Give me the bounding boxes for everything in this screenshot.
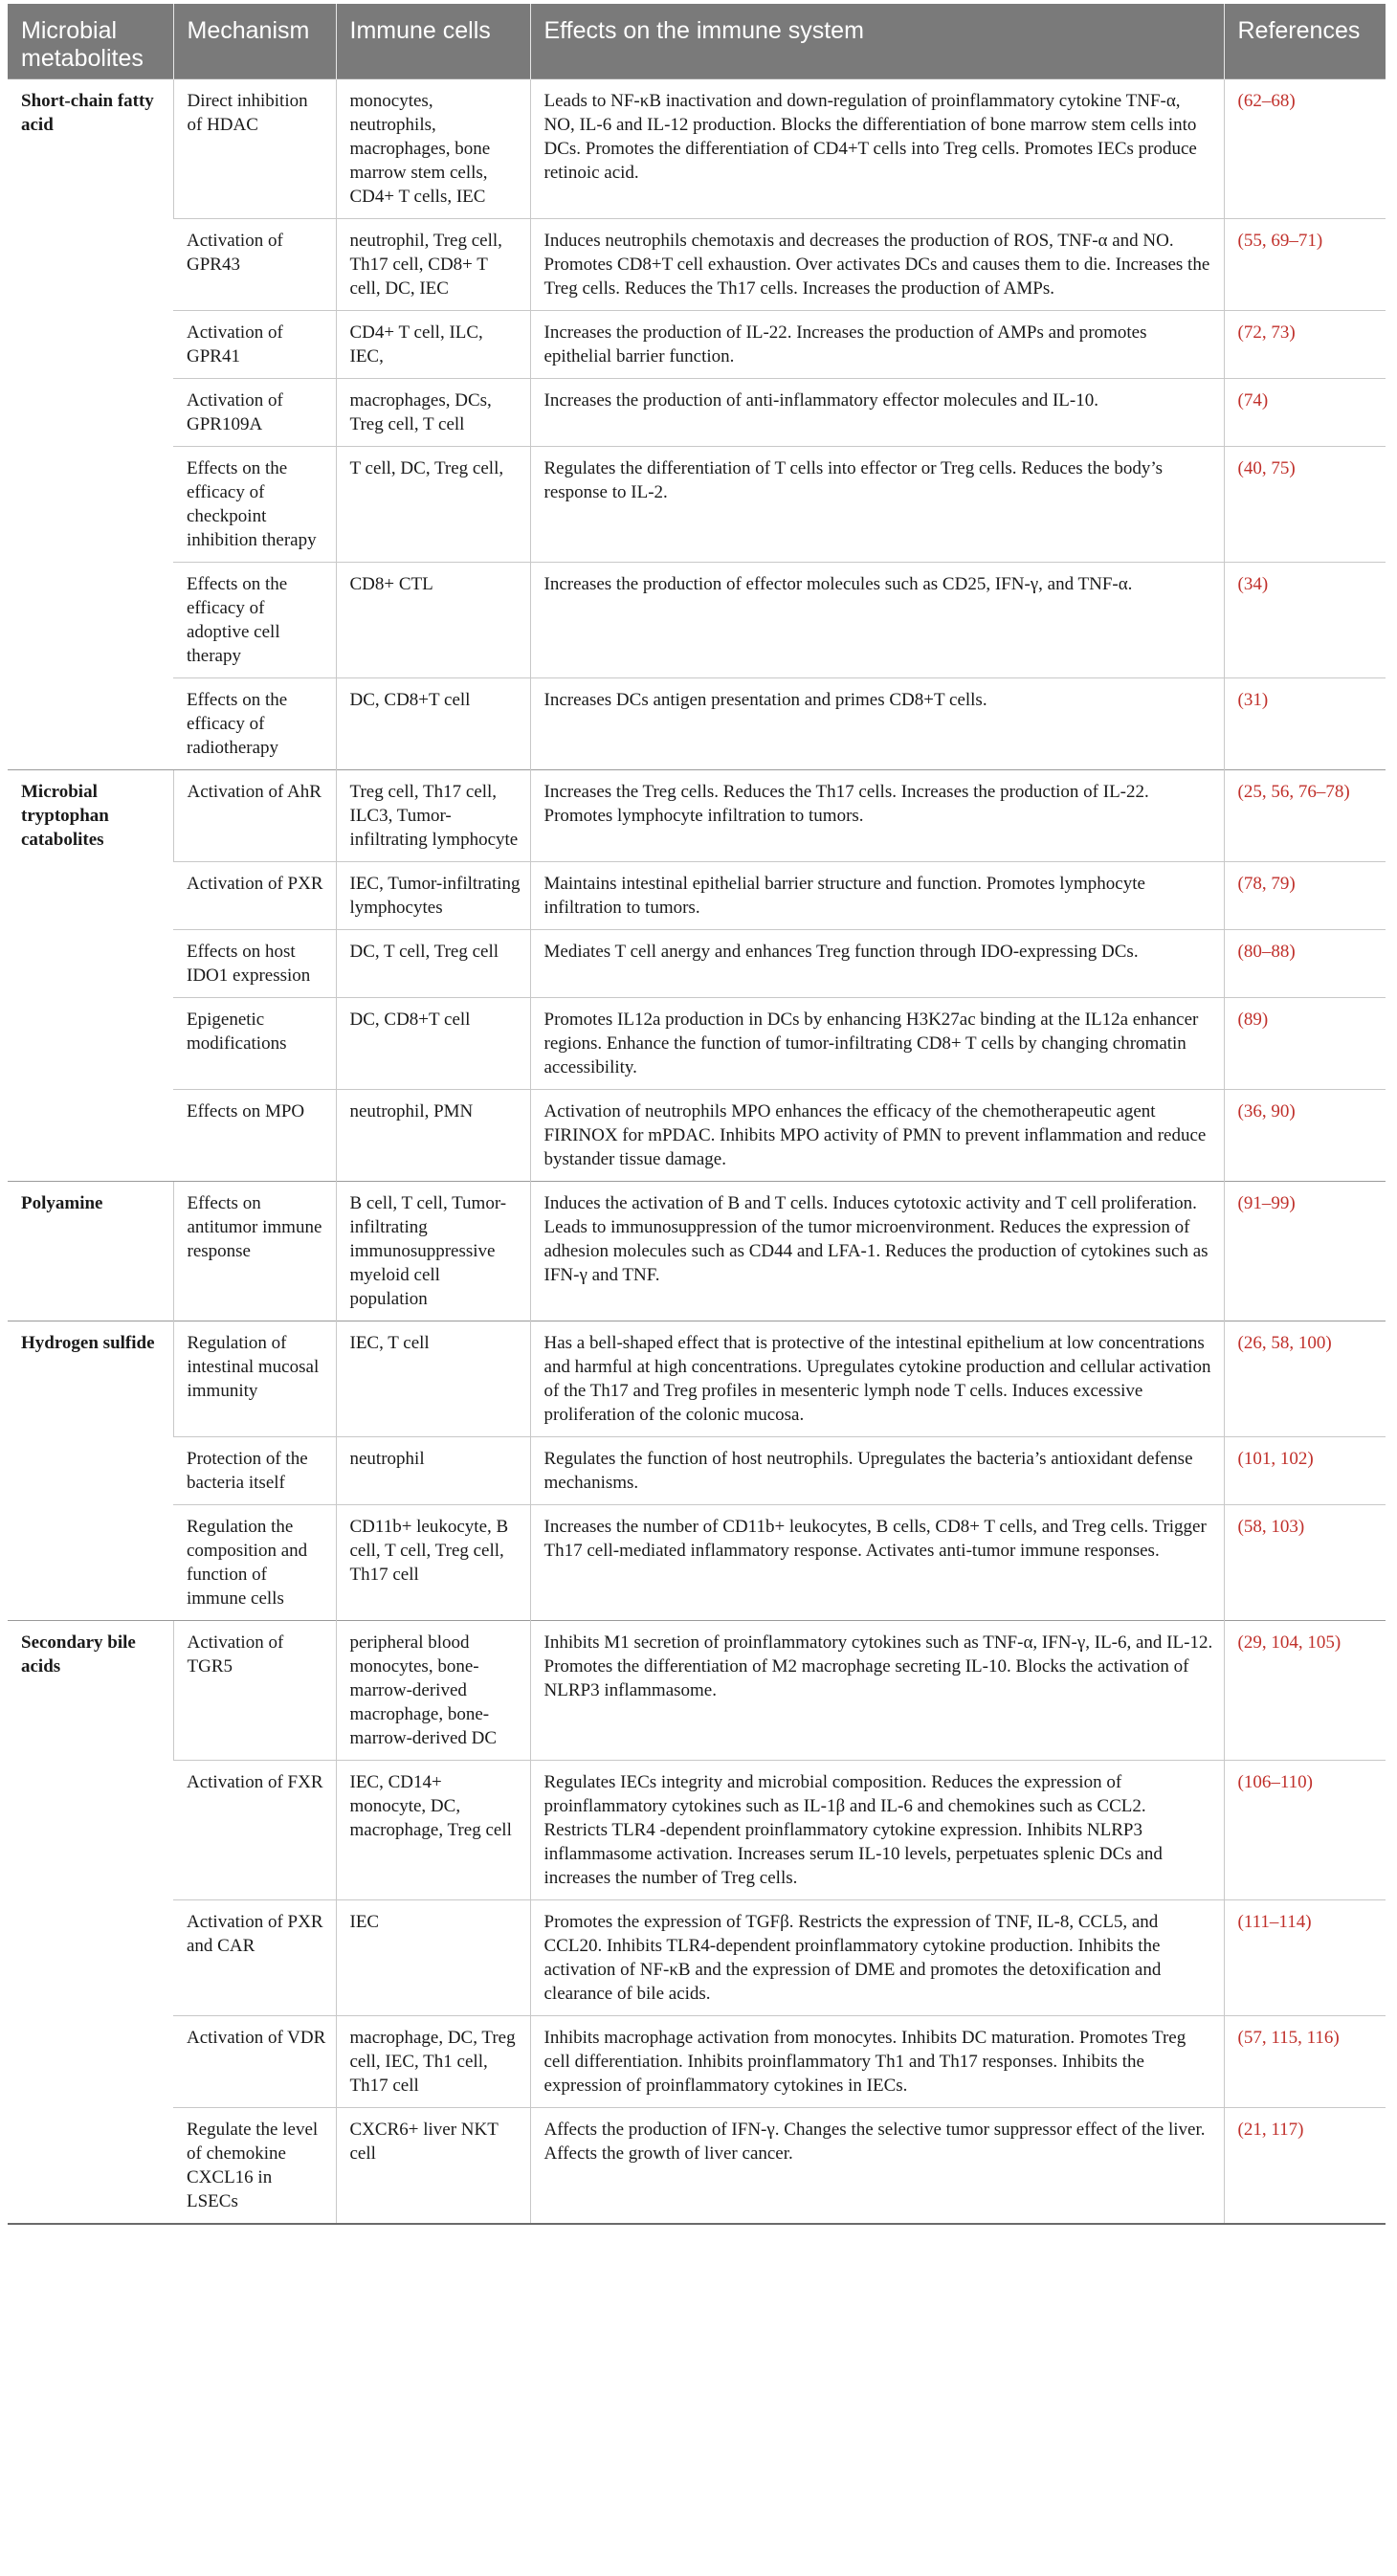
immune-cells-cell: IEC, CD14+ monocyte, DC, macrophage, Treg cell bbox=[336, 1761, 530, 1900]
references-cell[interactable]: (31) bbox=[1224, 678, 1386, 770]
immune-cells-cell: DC, CD8+T cell bbox=[336, 678, 530, 770]
header-references: References bbox=[1224, 4, 1386, 79]
mechanism-cell: Activation of TGR5 bbox=[173, 1621, 336, 1761]
immune-cells-cell: T cell, DC, Treg cell, bbox=[336, 447, 530, 563]
immune-cells-cell: IEC bbox=[336, 1900, 530, 2016]
effects-cell: Increases the production of effector molecules such as CD25, IFN-γ, and TNF-α. bbox=[530, 563, 1224, 678]
immune-cells-cell: CD4+ T cell, ILC, IEC, bbox=[336, 311, 530, 379]
immune-cells-cell: B cell, T cell, Tumor-infiltrating immunosuppressive myeloid cell population bbox=[336, 1182, 530, 1321]
effects-cell: Induces the activation of B and T cells. Induces cytotoxic activity and T cell proliferation. Leads to immunosuppression of the tumor microenvironment. Reduces the expression of adhesion molecules such as CD44 and LFA-1. Reduces the production of cytokines such as IFN-γ and TNF. bbox=[530, 1182, 1224, 1321]
mechanism-cell: Effects on host IDO1 expression bbox=[173, 930, 336, 998]
effects-cell: Regulates IECs integrity and microbial composition. Reduces the expression of proinflammatory cytokines such as IL-1β and IL-6 and chemokines such as CCL2. Restricts TLR4 -dependent proinflammatory cytokine expression. Inhibits NLRP3 inflammasome activation. Increases serum IL-10 levels, perpetuates splenic DCs and increases the number of Treg cells. bbox=[530, 1761, 1224, 1900]
table-row bbox=[8, 1505, 1386, 1621]
references-cell[interactable]: (25, 56, 76–78) bbox=[1224, 770, 1386, 862]
mechanism-cell: Activation of GPR43 bbox=[173, 219, 336, 311]
effects-cell: Leads to NF-κB inactivation and down-regulation of proinflammatory cytokine TNF-α, NO, IL-6 and IL-12 production. Blocks the differentiation of bone marrow stem cells into DCs. Promotes the differentiation of CD4+T cells into Treg cells. Promotes IECs produce retinoic acid. bbox=[530, 79, 1224, 219]
references-cell[interactable]: (58, 103) bbox=[1224, 1505, 1386, 1621]
table-row bbox=[8, 1621, 1386, 1761]
references-cell[interactable]: (91–99) bbox=[1224, 1182, 1386, 1321]
effects-cell: Promotes the expression of TGFβ. Restricts the expression of TNF, IL-8, CCL5, and CCL20. Inhibits TLR4-dependent proinflammatory cytokine production. Inhibits the activation of NF-κB and the expression of DME and promotes the detoxification and clearance of bile acids. bbox=[530, 1900, 1224, 2016]
references-cell[interactable]: (36, 90) bbox=[1224, 1090, 1386, 1182]
table-row bbox=[8, 2016, 1386, 2108]
effects-cell: Increases the number of CD11b+ leukocytes, B cells, CD8+ T cells, and Treg cells. Trigger Th17 cell-mediated inflammatory response. Activates anti-tumor immune responses. bbox=[530, 1505, 1224, 1621]
immune-cells-cell: macrophage, DC, Treg cell, IEC, Th1 cell, Th17 cell bbox=[336, 2016, 530, 2108]
metabolite-group-name: Polyamine bbox=[8, 1182, 173, 1321]
references-cell[interactable]: (80–88) bbox=[1224, 930, 1386, 998]
immune-cells-cell: DC, CD8+T cell bbox=[336, 998, 530, 1090]
immune-cells-cell: IEC, T cell bbox=[336, 1321, 530, 1437]
table-row bbox=[8, 1182, 1386, 1321]
table-container bbox=[8, 4, 1386, 2225]
references-cell[interactable]: (74) bbox=[1224, 379, 1386, 447]
table-row bbox=[8, 1761, 1386, 1900]
metabolite-group-name: Short-chain fatty acid bbox=[8, 79, 173, 770]
metabolite-group-name: Hydrogen sulfide bbox=[8, 1321, 173, 1621]
immune-cells-cell: Treg cell, Th17 cell, ILC3, Tumor-infiltrating lymphocyte bbox=[336, 770, 530, 862]
metabolite-group-name: Microbial tryptophan catabolites bbox=[8, 770, 173, 1182]
immune-cells-cell: CD8+ CTL bbox=[336, 563, 530, 678]
table-row bbox=[8, 862, 1386, 930]
header-mechanism: Mechanism bbox=[173, 4, 336, 79]
table-row bbox=[8, 447, 1386, 563]
immune-cells-cell: macrophages, DCs, Treg cell, T cell bbox=[336, 379, 530, 447]
effects-cell: Increases the Treg cells. Reduces the Th17 cells. Increases the production of IL-22. Promotes lymphocyte infiltration to tumors. bbox=[530, 770, 1224, 862]
table-row bbox=[8, 1437, 1386, 1505]
mechanism-cell: Effects on the efficacy of checkpoint inhibition therapy bbox=[173, 447, 336, 563]
mechanism-cell: Direct inhibition of HDAC bbox=[173, 79, 336, 219]
effects-cell: Maintains intestinal epithelial barrier structure and function. Promotes lymphocyte infiltration to tumors. bbox=[530, 862, 1224, 930]
references-cell[interactable]: (29, 104, 105) bbox=[1224, 1621, 1386, 1761]
table-header bbox=[8, 4, 1386, 79]
table-row bbox=[8, 770, 1386, 862]
immune-cells-cell: IEC, Tumor-infiltrating lymphocytes bbox=[336, 862, 530, 930]
table-row bbox=[8, 2108, 1386, 2225]
references-cell[interactable]: (78, 79) bbox=[1224, 862, 1386, 930]
immune-cells-cell: peripheral blood monocytes, bone-marrow-derived macrophage, bone-marrow-derived DC bbox=[336, 1621, 530, 1761]
effects-cell: Increases DCs antigen presentation and primes CD8+T cells. bbox=[530, 678, 1224, 770]
effects-cell: Increases the production of IL-22. Increases the production of AMPs and promotes epithelial barrier function. bbox=[530, 311, 1224, 379]
references-cell[interactable]: (55, 69–71) bbox=[1224, 219, 1386, 311]
effects-cell: Regulates the differentiation of T cells into effector or Treg cells. Reduces the body’s response to IL-2. bbox=[530, 447, 1224, 563]
effects-cell: Activation of neutrophils MPO enhances the efficacy of the chemotherapeutic agent FIRINOX for mPDAC. Inhibits MPO activity of PMN to prevent inflammation and reduce bystander tissue damage. bbox=[530, 1090, 1224, 1182]
references-cell[interactable]: (34) bbox=[1224, 563, 1386, 678]
effects-cell: Promotes IL12a production in DCs by enhancing H3K27ac binding at the IL12a enhancer regions. Enhance the function of tumor-infiltrating CD8+ T cells by changing chromatin accessibility. bbox=[530, 998, 1224, 1090]
immune-cells-cell: neutrophil, PMN bbox=[336, 1090, 530, 1182]
table-row bbox=[8, 311, 1386, 379]
table-row bbox=[8, 930, 1386, 998]
header-immune-cells: Immune cells bbox=[336, 4, 530, 79]
mechanism-cell: Activation of VDR bbox=[173, 2016, 336, 2108]
references-cell[interactable]: (40, 75) bbox=[1224, 447, 1386, 563]
references-cell[interactable]: (106–110) bbox=[1224, 1761, 1386, 1900]
mechanism-cell: Activation of GPR109A bbox=[173, 379, 336, 447]
mechanism-cell: Activation of FXR bbox=[173, 1761, 336, 1900]
references-cell[interactable]: (21, 117) bbox=[1224, 2108, 1386, 2225]
metabolites-table bbox=[8, 4, 1386, 2225]
effects-cell: Increases the production of anti-inflammatory effector molecules and IL-10. bbox=[530, 379, 1224, 447]
table-row bbox=[8, 563, 1386, 678]
header-row bbox=[8, 4, 1386, 79]
immune-cells-cell: neutrophil, Treg cell, Th17 cell, CD8+ T cell, DC, IEC bbox=[336, 219, 530, 311]
table-row bbox=[8, 379, 1386, 447]
effects-cell: Regulates the function of host neutrophils. Upregulates the bacteria’s antioxidant defense mechanisms. bbox=[530, 1437, 1224, 1505]
effects-cell: Inhibits M1 secretion of proinflammatory cytokines such as TNF-α, IFN-γ, IL-6, and IL-12. Promotes the differentiation of M2 macrophage secreting IL-10. Blocks the activation of NLRP3 inflammasome. bbox=[530, 1621, 1224, 1761]
mechanism-cell: Regulation of intestinal mucosal immunity bbox=[173, 1321, 336, 1437]
table-row bbox=[8, 79, 1386, 219]
references-cell[interactable]: (111–114) bbox=[1224, 1900, 1386, 2016]
immune-cells-cell: monocytes, neutrophils, macrophages, bone marrow stem cells, CD4+ T cells, IEC bbox=[336, 79, 530, 219]
references-cell[interactable]: (101, 102) bbox=[1224, 1437, 1386, 1505]
table-row bbox=[8, 1900, 1386, 2016]
mechanism-cell: Activation of PXR bbox=[173, 862, 336, 930]
header-effects: Effects on the immune system bbox=[530, 4, 1224, 79]
effects-cell: Induces neutrophils chemotaxis and decreases the production of ROS, TNF-α and NO. Promotes CD8+T cell exhaustion. Over activates DCs and causes them to die. Increases the Treg cells. Reduces the Th17 cells. Increases the production of AMPs. bbox=[530, 219, 1224, 311]
mechanism-cell: Regulate the level of chemokine CXCL16 in LSECs bbox=[173, 2108, 336, 2225]
references-cell[interactable]: (57, 115, 116) bbox=[1224, 2016, 1386, 2108]
immune-cells-cell: CD11b+ leukocyte, B cell, T cell, Treg cell, Th17 cell bbox=[336, 1505, 530, 1621]
mechanism-cell: Effects on MPO bbox=[173, 1090, 336, 1182]
immune-cells-cell: CXCR6+ liver NKT cell bbox=[336, 2108, 530, 2225]
table-row bbox=[8, 678, 1386, 770]
effects-cell: Inhibits macrophage activation from monocytes. Inhibits DC maturation. Promotes Treg cell differentiation. Inhibits proinflammatory Th1 and Th17 responses. Inhibits the expression of proinflammatory cytokines in IECs. bbox=[530, 2016, 1224, 2108]
immune-cells-cell: DC, T cell, Treg cell bbox=[336, 930, 530, 998]
mechanism-cell: Effects on antitumor immune response bbox=[173, 1182, 336, 1321]
mechanism-cell: Epigenetic modifications bbox=[173, 998, 336, 1090]
mechanism-cell: Effects on the efficacy of adoptive cell therapy bbox=[173, 563, 336, 678]
mechanism-cell: Protection of the bacteria itself bbox=[173, 1437, 336, 1505]
effects-cell: Affects the production of IFN-γ. Changes the selective tumor suppressor effect of the liver. Affects the growth of liver cancer. bbox=[530, 2108, 1224, 2225]
mechanism-cell: Activation of AhR bbox=[173, 770, 336, 862]
references-cell[interactable]: (26, 58, 100) bbox=[1224, 1321, 1386, 1437]
immune-cells-cell: neutrophil bbox=[336, 1437, 530, 1505]
table-row bbox=[8, 998, 1386, 1090]
mechanism-cell: Activation of PXR and CAR bbox=[173, 1900, 336, 2016]
references-cell[interactable]: (72, 73) bbox=[1224, 311, 1386, 379]
mechanism-cell: Effects on the efficacy of radiotherapy bbox=[173, 678, 336, 770]
table-row bbox=[8, 1090, 1386, 1182]
mechanism-cell: Activation of GPR41 bbox=[173, 311, 336, 379]
references-cell[interactable]: (89) bbox=[1224, 998, 1386, 1090]
table-body bbox=[8, 79, 1386, 2225]
references-cell[interactable]: (62–68) bbox=[1224, 79, 1386, 219]
effects-cell: Mediates T cell anergy and enhances Treg function through IDO-expressing DCs. bbox=[530, 930, 1224, 998]
table-row bbox=[8, 219, 1386, 311]
mechanism-cell: Regulation the composition and function of immune cells bbox=[173, 1505, 336, 1621]
table-row bbox=[8, 1321, 1386, 1437]
metabolite-group-name: Secondary bile acids bbox=[8, 1621, 173, 2225]
effects-cell: Has a bell-shaped effect that is protective of the intestinal epithelium at low concentrations and harmful at high concentrations. Upregulates cytokine production and cellular activation of the Th17 and Treg profiles in mesenteric lymph node T cells. Induces excessive proliferation of the colonic mucosa. bbox=[530, 1321, 1224, 1437]
header-metabolites: Microbial metabolites bbox=[8, 4, 173, 79]
